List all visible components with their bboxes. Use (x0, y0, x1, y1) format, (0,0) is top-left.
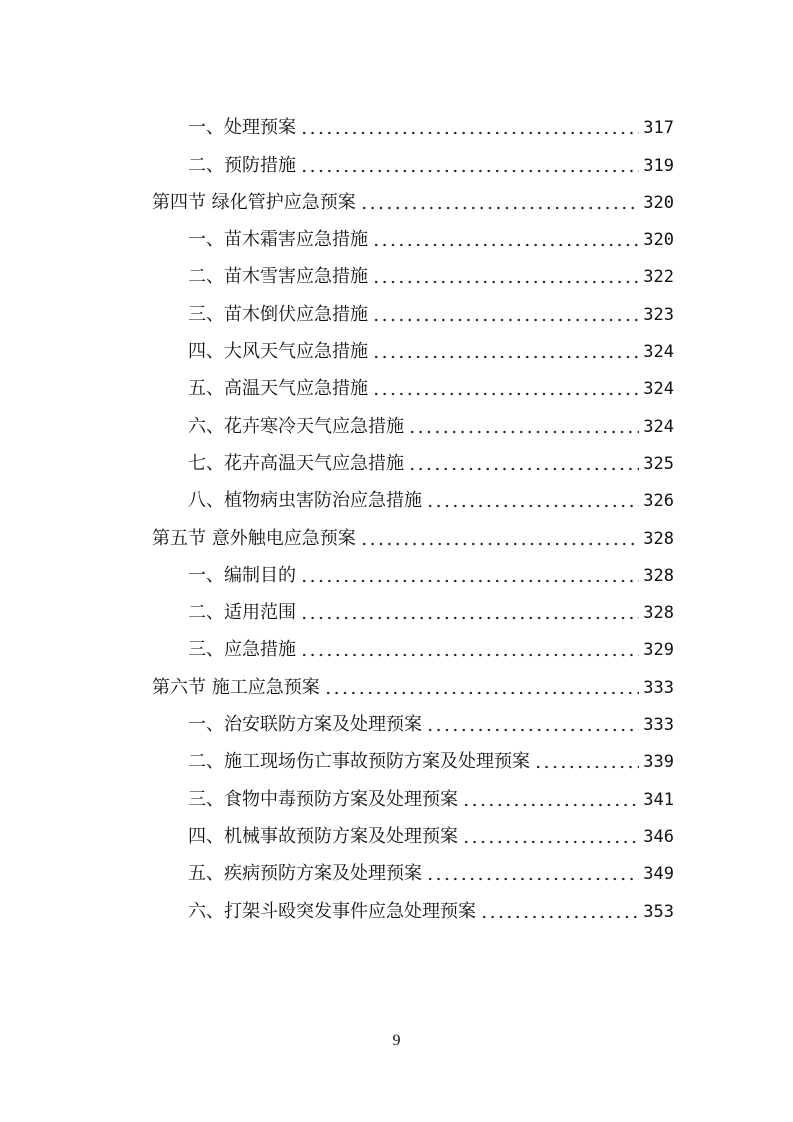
toc-entry-label: 三、食物中毒预防方案及处理预案 (188, 788, 458, 810)
toc-subsection-entry[interactable] (152, 476, 674, 513)
toc-section-entry[interactable] (152, 662, 674, 699)
toc-dot-leader (372, 318, 639, 322)
toc-section-entry[interactable] (152, 513, 674, 550)
toc-subsection-entry[interactable] (152, 551, 674, 588)
toc-subsection-entry[interactable] (152, 588, 674, 625)
toc-subsection-entry[interactable] (152, 774, 674, 811)
toc-entry-label: 四、大风天气应急措施 (188, 341, 368, 363)
toc-dot-leader (324, 691, 640, 695)
toc-subsection-entry[interactable] (152, 103, 674, 140)
toc-subsection-entry[interactable] (152, 625, 674, 662)
toc-subsection-entry[interactable] (152, 364, 674, 401)
toc-entry-page: 328 (643, 528, 674, 549)
toc-subsection-entry[interactable] (152, 812, 674, 849)
toc-entry-page: 328 (643, 565, 674, 586)
toc-dot-leader (426, 504, 639, 508)
toc-entry-page: 320 (643, 230, 674, 251)
toc-dot-leader (300, 169, 639, 173)
toc-dot-leader (408, 430, 639, 434)
toc-subsection-entry[interactable] (152, 140, 674, 177)
toc-dot-leader (426, 877, 639, 881)
toc-entry-page: 325 (643, 453, 674, 474)
toc-entry-page: 320 (643, 192, 674, 213)
toc-entry-label: 一、处理预案 (188, 117, 296, 139)
toc-dot-leader (360, 542, 640, 546)
toc-subsection-entry[interactable] (152, 700, 674, 737)
toc-entry-page: 333 (643, 715, 674, 736)
toc-section-entry[interactable] (152, 178, 674, 215)
toc-entry-page: 353 (643, 901, 674, 922)
toc-entry-label: 二、预防措施 (188, 154, 296, 176)
toc-entry-label: 一、苗木霜害应急措施 (188, 229, 368, 251)
toc-subsection-entry[interactable] (152, 289, 674, 326)
toc-dot-leader (300, 653, 639, 657)
toc-dot-leader (300, 579, 639, 583)
toc-entry-page: 324 (643, 342, 674, 363)
toc-entry-page: 326 (643, 491, 674, 512)
toc-entry-page: 346 (643, 826, 674, 847)
toc-entry-page: 339 (643, 752, 674, 773)
toc-dot-leader (534, 765, 639, 769)
toc-entry-label: 五、高温天气应急措施 (188, 378, 368, 400)
toc-entry-page: 328 (643, 603, 674, 624)
toc-entry-label: 第四节 绿化管护应急预案 (152, 191, 356, 213)
toc-subsection-entry[interactable] (152, 886, 674, 923)
toc-dot-leader (360, 206, 640, 210)
toc-dot-leader (372, 392, 639, 396)
toc-subsection-entry[interactable] (152, 215, 674, 252)
toc-entry-page: 329 (643, 640, 674, 661)
toc-entry-label: 七、花卉高温天气应急措施 (188, 452, 404, 474)
toc-subsection-entry[interactable] (152, 327, 674, 364)
toc-dot-leader (372, 280, 639, 284)
toc-dot-leader (372, 355, 639, 359)
toc-entry-page: 349 (643, 864, 674, 885)
toc-dot-leader (426, 728, 639, 732)
toc-entry-label: 第六节 施工应急预案 (152, 676, 320, 698)
toc-entry-label: 六、花卉寒冷天气应急措施 (188, 415, 404, 437)
toc-dot-leader (300, 616, 639, 620)
toc-entry-label: 五、疾病预防方案及处理预案 (188, 863, 422, 885)
toc-entry-page: 324 (643, 379, 674, 400)
page-number: 9 (392, 1032, 401, 1049)
toc-subsection-entry[interactable] (152, 737, 674, 774)
toc-entry-page: 323 (643, 304, 674, 325)
toc-entry-page: 317 (643, 118, 674, 139)
toc-entry-label: 八、植物病虫害防治应急措施 (188, 490, 422, 512)
toc-subsection-entry[interactable] (152, 439, 674, 476)
toc-dot-leader (462, 840, 639, 844)
toc-subsection-entry[interactable] (152, 849, 674, 886)
toc-entry-label: 二、苗木雪害应急措施 (188, 266, 368, 288)
toc-entry-label: 第五节 意外触电应急预案 (152, 527, 356, 549)
toc-subsection-entry[interactable] (152, 252, 674, 289)
toc-entry-label: 二、施工现场伤亡事故预防方案及处理预案 (188, 751, 530, 773)
toc-entry-label: 三、苗木倒伏应急措施 (188, 303, 368, 325)
toc-dot-leader (372, 243, 639, 247)
toc-entry-label: 四、机械事故预防方案及处理预案 (188, 825, 458, 847)
toc-entry-page: 341 (643, 789, 674, 810)
table-of-contents (152, 103, 674, 924)
toc-dot-leader (408, 467, 639, 471)
toc-dot-leader (480, 915, 639, 919)
toc-dot-leader (300, 131, 639, 135)
toc-entry-label: 三、应急措施 (188, 639, 296, 661)
toc-entry-page: 319 (643, 155, 674, 176)
toc-entry-label: 一、治安联防方案及处理预案 (188, 714, 422, 736)
toc-entry-label: 一、编制目的 (188, 564, 296, 586)
toc-entry-label: 二、适用范围 (188, 602, 296, 624)
toc-entry-page: 333 (643, 677, 674, 698)
toc-subsection-entry[interactable] (152, 401, 674, 438)
toc-entry-page: 324 (643, 416, 674, 437)
toc-dot-leader (462, 803, 639, 807)
toc-entry-page: 322 (643, 267, 674, 288)
toc-entry-label: 六、打架斗殴突发事件应急处理预案 (188, 900, 476, 922)
